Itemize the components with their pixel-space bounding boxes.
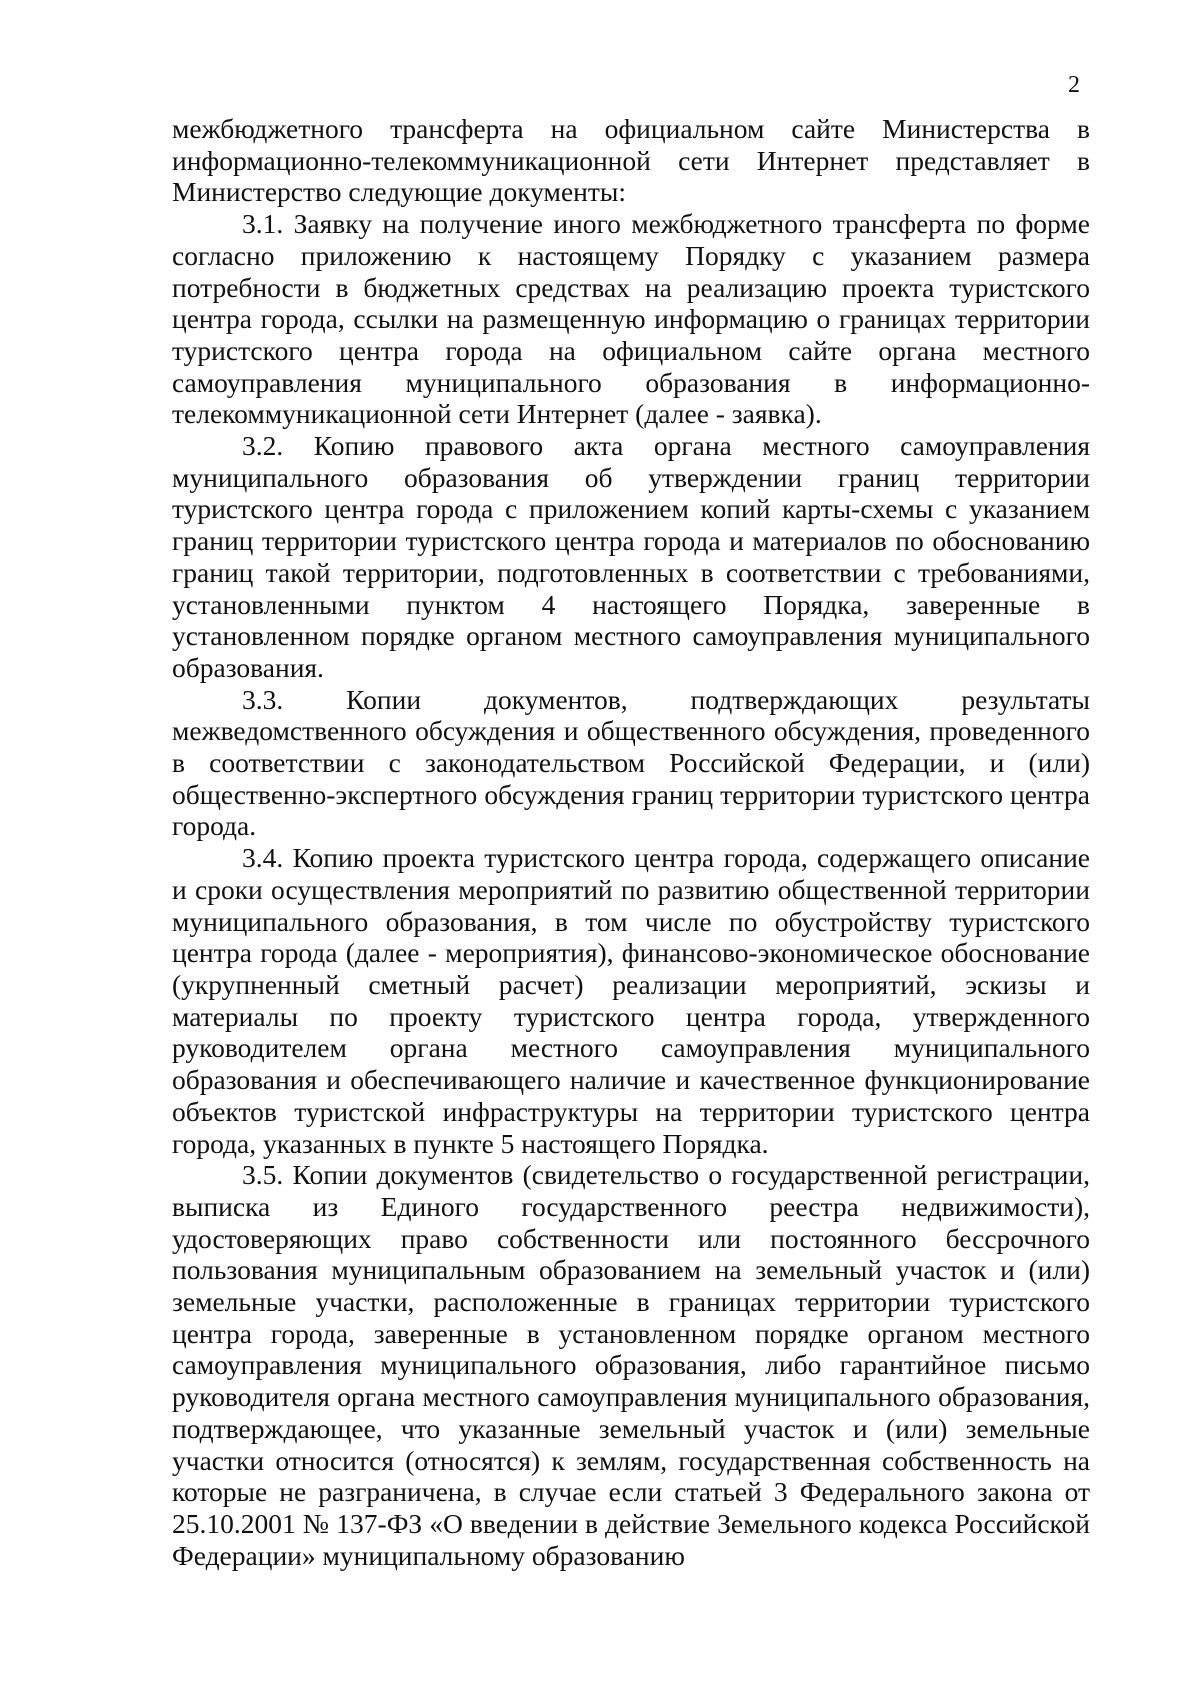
- paragraph-3-5: 3.5. Копии документов (свидетельство о государственной регистрации, выписка из Единого государственного реестра недвижимости), удостоверяющих право собственности или постоянного бессрочного пользования муниципальным образованием на земельный участок и (или) земельные участки, расположенные в границах территории туристского центра города, заверенные в установленном порядке органом местного самоуправления муниципального образования, либо гарантийное письмо руководителя органа местного самоуправления муниципального образования, подтверждающее, что указанные земельный участок и (или) земельные участки относится (относятся) к землям, государственная собственность на которые не разграничена, в случае если статьей 3 Федерального закона от 25.10.2001 № 137-ФЗ «О введении в действие Земельного кодекса Российской Федерации» муниципальному образованию: [172, 1159, 1090, 1571]
- paragraph-3-4: 3.4. Копию проекта туристского центра города, содержащего описание и сроки осуществления мероприятий по развитию общественной территории муниципального образования, в том числе по обустройству туристского центра города (далее - мероприятия), финансово-экономическое обоснование (укрупненный сметный расчет) реализации мероприятий, эскизы и материалы по проекту туристского центра города, утвержденного руководителем органа местного самоуправления муниципального образования и обеспечивающего наличие и качественное функционирование объектов туристской инфраструктуры на территории туристского центра города, указанных в пункте 5 настоящего Порядка.: [172, 842, 1090, 1159]
- paragraph-3-3: 3.3. Копии документов, подтверждающих результаты межведомственного обсуждения и общественного обсуждения, проведенного в соответствии с законодательством Российской Федерации, и (или) общественно-экспертного обсуждения границ территории туристского центра города.: [172, 683, 1090, 842]
- paragraph-3-1: 3.1. Заявку на получение иного межбюджетного трансферта по форме согласно приложению к настоящему Порядку с указанием размера потребности в бюджетных средствах на реализацию проекта туристского центра города, ссылки на размещенную информацию о границах территории туристского центра города на официальном сайте органа местного самоуправления муниципального образования в информационно-телекоммуникационной сети Интернет (далее - заявка).: [172, 208, 1090, 430]
- document-body: [172, 113, 1090, 1571]
- paragraph-3-2: 3.2. Копию правового акта органа местного самоуправления муниципального образования об утверждении границ территории туристского центра города с приложением копий карты-схемы с указанием границ территории туристского центра города и материалов по обоснованию границ такой территории, подготовленных в соответствии с требованиями, установленными пунктом 4 настоящего Порядка, заверенные в установленном порядке органом местного самоуправления муниципального образования.: [172, 430, 1090, 683]
- paragraph-intro: межбюджетного трансферта на официальном сайте Министерства в информационно-телекоммуникационной сети Интернет представляет в Министерство следующие документы:: [172, 113, 1090, 208]
- page-number: 2: [1068, 72, 1080, 98]
